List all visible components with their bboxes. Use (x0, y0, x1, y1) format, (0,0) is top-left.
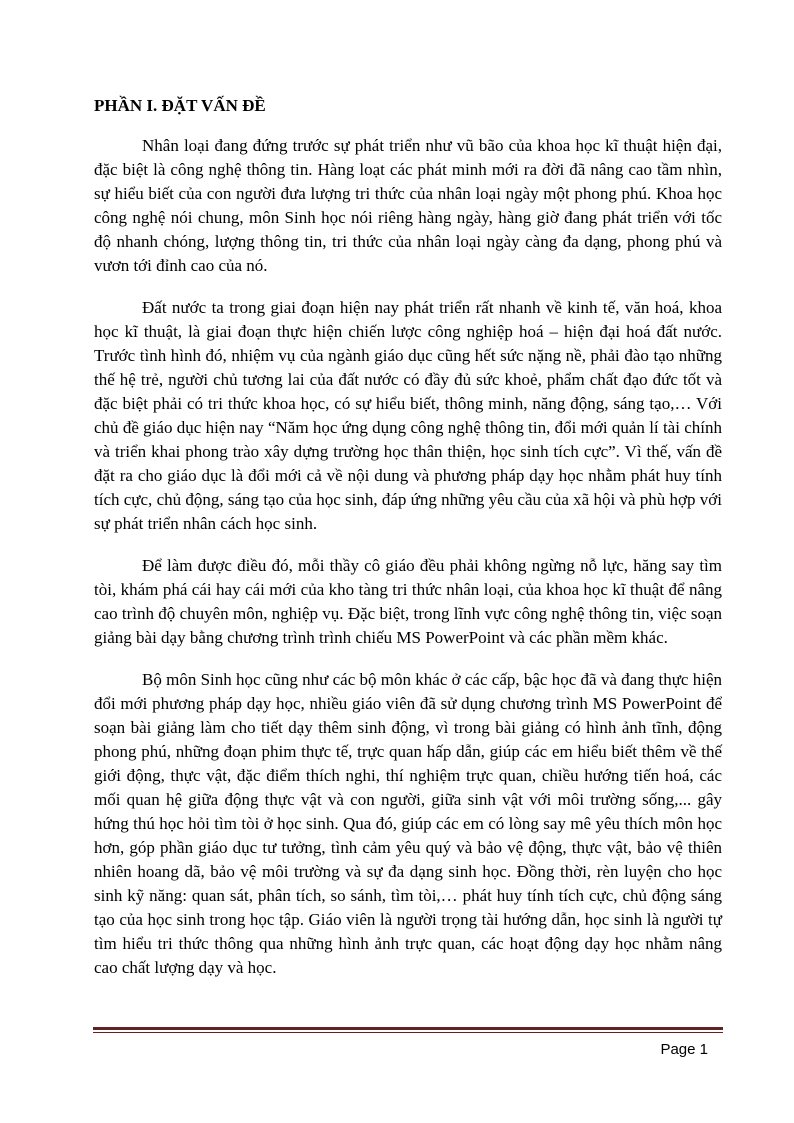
section-heading: PHẦN I. ĐẶT VẤN ĐỀ (94, 96, 266, 115)
paragraph-2: Đất nước ta trong giai đoạn hiện nay phát triển rất nhanh về kinh tế, văn hoá, khoa học kĩ thuật, là giai đoạn thực hiện chiến lược công nghiệp hoá – hiện đại hoá đất nước. Trước tình hình đó, nhiệm vụ của ngành giáo dục cũng hết sức nặng nề, phải đào tạo những thế hệ trẻ, người chủ tương lai của đất nước có đầy đủ sức khoẻ, phẩm chất đạo đức tốt và đặc biệt phải có tri thức khoa học, có sự hiểu biết, thông minh, năng động, sáng tạo,… Với chủ đề giáo dục hiện nay “Năm học ứng dụng công nghệ thông tin, đổi mới quản lí tài chính và triển khai phong trào xây dựng trường học thân thiện, học sinh tích cực”. Vì thế, vấn đề đặt ra cho giáo dục là đổi mới cả về nội dung và phương pháp dạy học nhằm phát huy tính tích cực, chủ động, sáng tạo của học sinh, đáp ứng những yêu cầu của xã hội và phù hợp với sự phát triển nhân cách học sinh. (94, 298, 722, 533)
document-body (94, 94, 722, 998)
footer-divider-thick (93, 1027, 723, 1030)
paragraph-3: Để làm được điều đó, mỗi thầy cô giáo đều phải không ngừng nỗ lực, hăng say tìm tòi, khám phá cái hay cái mới của kho tàng tri thức nhân loại, của khoa học kĩ thuật để nâng cao trình độ chuyên môn, nghiệp vụ. Đặc biệt, trong lĩnh vực công nghệ thông tin, việc soạn giảng bài dạy bằng chương trình trình chiếu MS PowerPoint và các phần mềm khác. (94, 556, 722, 647)
paragraph-4: Bộ môn Sinh học cũng như các bộ môn khác ở các cấp, bậc học đã và đang thực hiện đổi mới phương pháp dạy học, nhiều giáo viên đã sử dụng chương trình MS PowerPoint để soạn bài giảng làm cho tiết dạy thêm sinh động, vì trong bài giảng có hình ảnh tĩnh, động phong phú, những đoạn phim thực tế, trực quan hấp dẫn, giúp các em hiểu biết thêm về thế giới động, thực vật, đặc điểm thích nghi, thí nghiệm trực quan, chiều hướng tiến hoá, các mối quan hệ giữa động thực vật và con người, giữa sinh vật với môi trường sống,... gây hứng thú học hỏi tìm tòi ở học sinh. Qua đó, giúp các em có lòng say mê yêu thích môn học hơn, góp phần giáo dục tư tưởng, tình cảm yêu quý và bảo vệ động, thực vật, bảo vệ thiên nhiên hoang dã, bảo vệ môi trường và sự đa dạng sinh học. Đồng thời, rèn luyện cho học sinh kỹ năng: quan sát, phân tích, so sánh, tìm tòi,… phát huy tính tích cực, chủ động sáng tạo của học sinh trong học tập. Giáo viên là người trọng tài hướng dẫn, học sinh là người tự tìm hiểu tri thức thông qua những hình ảnh trực quan, các hoạt động dạy học nhằm nâng cao chất lượng dạy và học. (94, 670, 722, 977)
page-number: Page 1 (660, 1041, 708, 1058)
paragraph-1: Nhân loại đang đứng trước sự phát triển như vũ bão của khoa học kĩ thuật hiện đại, đặc biệt là công nghệ thông tin. Hàng loạt các phát minh mới ra đời đã nâng cao tầm nhìn, sự hiểu biết của con người đưa lượng tri thức của nhân loại ngày một phong phú. Khoa học công nghệ nói chung, môn Sinh học nói riêng hàng ngày, hàng giờ đang phát triển với tốc độ nhanh chóng, lượng thông tin, tri thức của nhân loại ngày càng đa dạng, phong phú và vươn tới đỉnh cao của nó. (94, 136, 722, 275)
footer-divider-thin (93, 1032, 723, 1033)
